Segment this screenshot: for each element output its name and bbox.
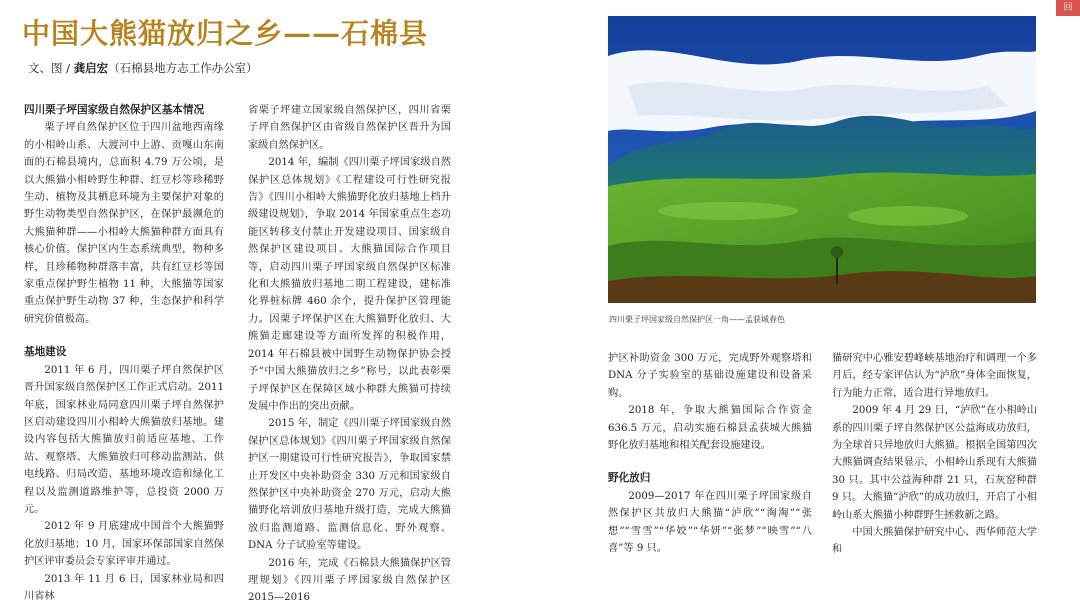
- landscape-photo-svg: [608, 16, 1036, 303]
- paragraph: 2016 年，完成《石棉县大熊猫保护区管理规划》《四川栗子坪国家级自然保护区 2015—2016: [248, 557, 451, 604]
- byline-prefix: 文、图 /: [28, 61, 74, 75]
- paragraph: 猫研究中心雅安碧峰峡基地治疗和调理一个多月后，经专家评估认为“泸欣”身体全面恢复，行为能力正常，适合进行异地放归。: [832, 353, 1037, 399]
- section-heading-reserve: 四川栗子坪国家级自然保护区基本情况: [24, 104, 205, 116]
- photo-caption: 四川栗子坪国家级自然保护区一角——孟获城春色: [609, 315, 785, 324]
- byline: [28, 60, 258, 76]
- return-icon[interactable]: 回: [1056, 0, 1080, 16]
- paragraph: 栗子坪自然保护区位于四川盆地西南缘的小相岭山系、大渡河中上游、贡嘎山东南面的石棉县境内，总面积 4.79 万公顷，是以大熊猫小相岭野生种群、红豆杉等珍稀野生动、植物及其栖息环境为主要保护对象的野生动物类型自然保护区，在保护最濒危的大熊猫种群——小相岭大熊猫种群方面具有核心价值。保护区内生态系统典型，物种多样，且珍稀物种群落丰富，共有红豆杉等国家重点保护野生植物 11 种，大熊猫等国家重点保护野生动物 37 种，生态保护和科学研究价值极高。: [24, 122, 224, 325]
- paragraph: 省栗子坪建立国家级自然保护区，四川省栗子坪自然保护区由省级自然保护区晋升为国家级自然保护区。: [248, 105, 451, 151]
- landscape-photo: [608, 16, 1036, 303]
- paragraph: 2015 年，制定《四川栗子坪国家级自然保护区总体规划》《四川栗子坪国家级自然保护区一期建设可行性研究报告》，争取国家禁止开发区中央补助资金 330 万元和国家级自然保护区中央补助资金 270 万元，启动大熊猫野化培训放归基地升级打造，完成大熊猫放归监测道路、监测信息化、野外观察、DNA 分子试验室等建设。: [248, 418, 451, 552]
- paragraph: 中国大熊猫保护研究中心、西华师范大学和: [832, 527, 1037, 556]
- text-column-3: [608, 350, 812, 557]
- paragraph: 2018 年，争取大熊猫国际合作资金 636.5 万元，启动实施石棉县孟获城大熊猫野化放归基地和相关配套设施建设。: [608, 405, 812, 452]
- paragraph: 2009—2017 年在四川栗子坪国家级自然保护区共放归大熊猫“泸欣”“淘淘”“张想”“雪雪”“华姣”“华妍”“张梦”“映雪”“八喜”等 9 只。: [608, 490, 812, 555]
- paragraph: 2009 年 4 月 29 日，“泸欣”在小相岭山系的四川栗子坪自然保护区公益海成功放归，为全球首只异地放归大熊猫。根据全国第四次大熊猫调查结果显示，小相岭山系现有大熊猫 30 只。其中公益海种群 21 只，石灰窑种群 9 只。大熊猫“泸欣”的成功放归，开启了小相岭山系大熊猫小种群野生拯救新之路。: [832, 405, 1037, 521]
- paragraph: 2012 年 9 月底建成中国首个大熊猫野化放归基地；10 月，国家环保部国家自然保护区评审委员会专家评审并通过。: [24, 521, 224, 568]
- article-title: 中国大熊猫放归之乡——石棉县: [22, 17, 429, 50]
- section-heading-release: 野化放归: [608, 472, 651, 485]
- byline-author: 龚启宏: [73, 61, 109, 75]
- text-column-1: [24, 102, 224, 605]
- paragraph: 2013 年 11 月 6 日，国家林业局和四川省林: [24, 573, 224, 602]
- text-column-4: [832, 350, 1037, 559]
- paragraph: 2011 年 6 月，四川栗子坪自然保护区晋升国家级自然保护区工作正式启动。2011 年底，国家林业局同意四川栗子坪自然保护区启动建设四川小相岭大熊猫放归基地。建设内容包括大熊猫放归前适应基地、工作站、观察塔、大熊猫放归可移动监测站、供电线路、归局改造、基地环境改造和绿化工程以及监测道路维护等，总投资 2000 万元。: [24, 364, 224, 515]
- paragraph: 2014 年，编制《四川栗子坪国家级自然保护区总体规划》《工程建设可行性研究报告》《四川小相岭大熊猫野化放归基地上档升级建设规划》，争取 2014 年国家重点生态功能区转移支付禁止开发建设项目、国家级自然保护区建设项目、大熊猫国际合作项目等，启动四川栗子坪国家级自然保护区标准化和大熊猫放归基地二期工程建设，建标准化界桩标牌 460 余个，提升保护区管理能力。因栗子坪保护区在大熊猫野化放归、大熊猫走廊建设等方面所发挥的积极作用，2014 年石棉县被中国野生动物保护协会授予“中国大熊猫放归之乡”称号，以此表彰栗子坪保护区在保障区域小种群大熊猫可持续发展中作出的突出贡献。: [248, 157, 451, 412]
- byline-affiliation: （石棉县地方志工作办公室）: [108, 61, 258, 75]
- section-heading-base: 基地建设: [24, 346, 67, 359]
- text-column-2: [248, 102, 451, 607]
- paragraph: 护区补助资金 300 万元，完成野外观察塔和 DNA 分子实验室的基础设施建设和设备采购。: [608, 353, 812, 399]
